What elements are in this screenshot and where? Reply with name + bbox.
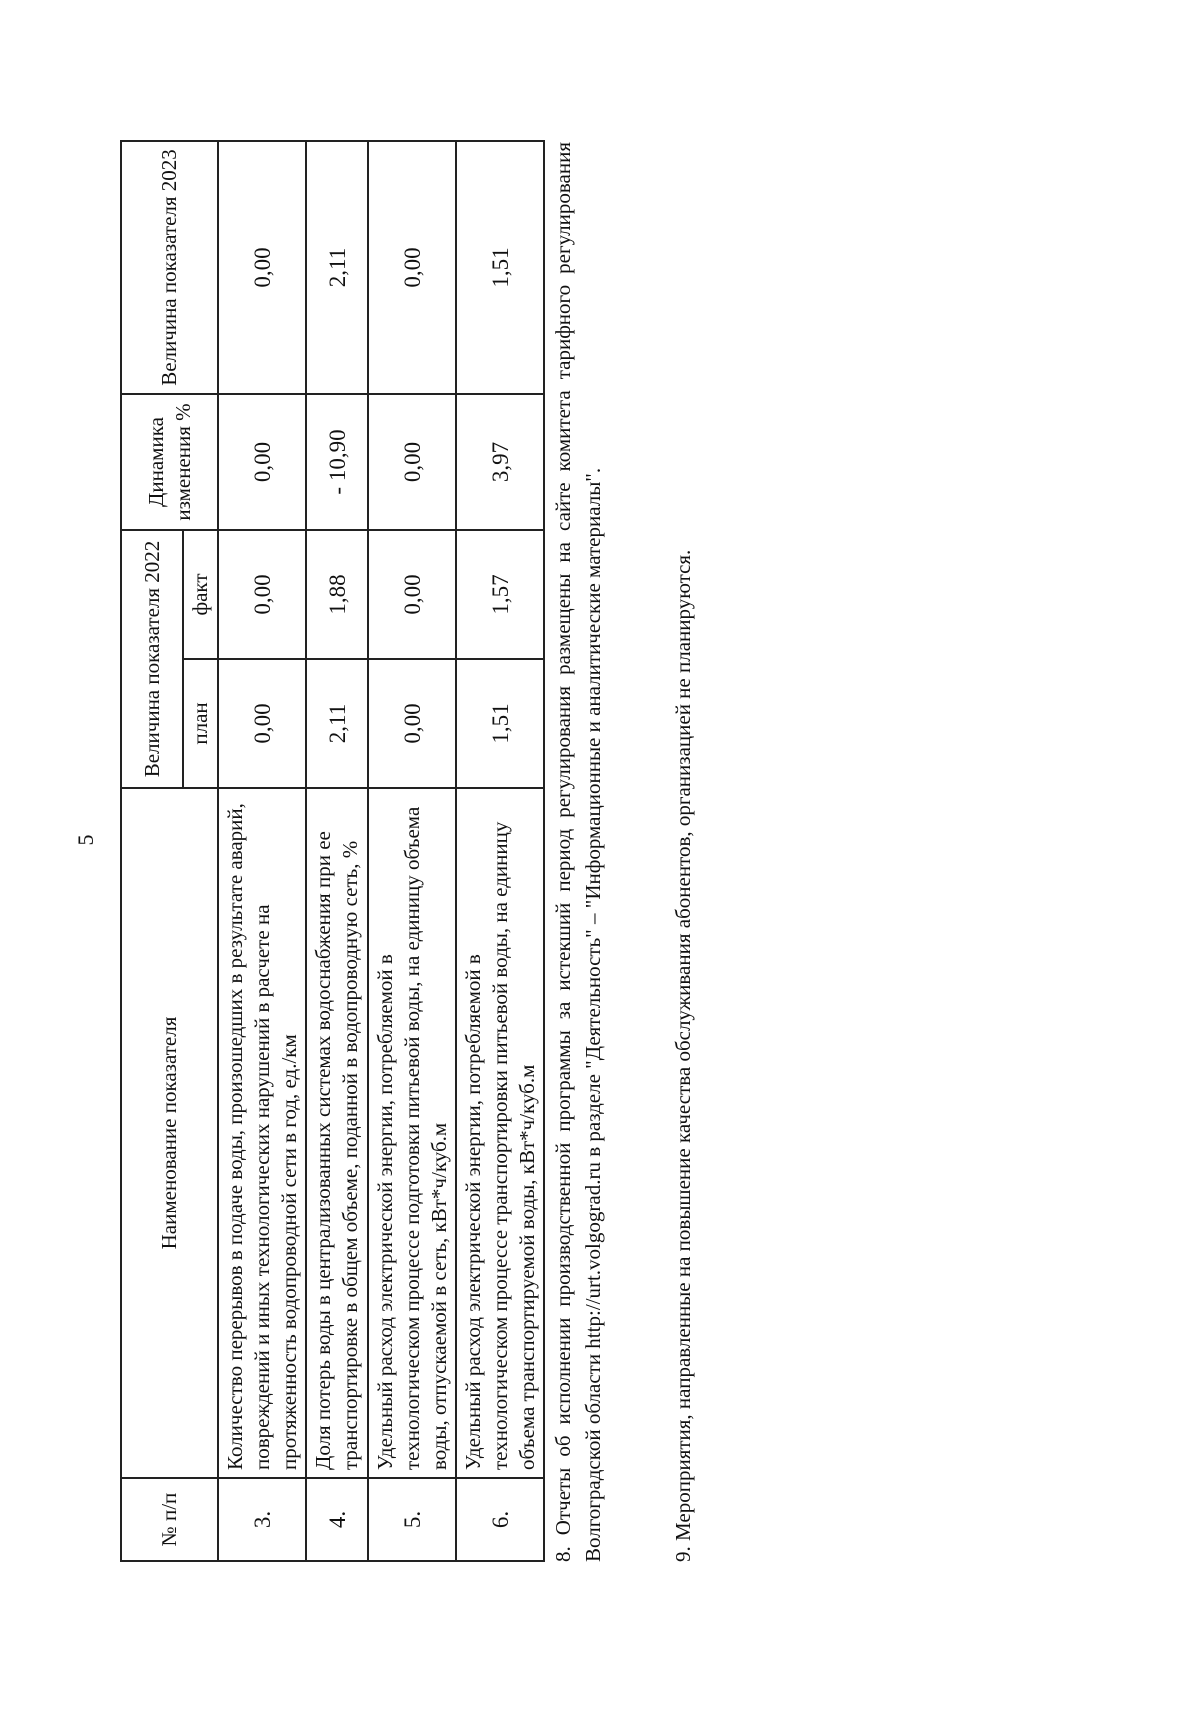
header-plan: план — [183, 659, 218, 788]
page-number: 5 — [73, 834, 98, 846]
header-fact: факт — [183, 530, 218, 659]
row-value-2023: 0,00 — [218, 141, 306, 394]
header-value-2022: Величина показателя 2022 — [121, 530, 183, 788]
row-num: 5. — [368, 1478, 456, 1561]
row-value-2023: 2,11 — [306, 141, 368, 394]
row-num: 4. — [306, 1478, 368, 1561]
paragraph-8-reports: 8. Отчеты об исполнении производственной программы за истекший период регулирования размещены на сайте комитета тарифного регулирования Волгоградской области http://urt.volgograd.ru в разделе "Деятельность" – "Информационные и аналитические материалы". — [551, 142, 605, 1562]
row-name: Количество перерывов в подаче воды, произошедших в результате аварий, повреждений и иных технологических нарушений в расчете на протяженность водопроводной сети в год, ед./км — [218, 788, 306, 1478]
row-name: Удельный расход электрической энергии, потребляемой в технологическом процессе транспортировки питьевой воды, на единицу объема транспортируемой воды, кВт*ч/куб.м — [456, 788, 544, 1478]
row-plan: 1,51 — [456, 659, 544, 788]
row-fact: 0,00 — [218, 530, 306, 659]
row-dynamics: 0,00 — [218, 394, 306, 530]
header-value-2023: Величина показателя 2023 — [121, 141, 218, 394]
table-row — [368, 141, 456, 1561]
table-row — [306, 141, 368, 1561]
row-name: Удельный расход электрической энергии, потребляемой в технологическом процессе подготовки питьевой воды, на единицу объема воды, отпускаемой в сеть, кВт*ч/куб.м — [368, 788, 456, 1478]
paragraph-9-measures: 9. Мероприятия, направленные на повышение качества обслуживания абонентов, организацией не планируются. — [671, 549, 695, 1562]
row-num: 3. — [218, 1478, 306, 1561]
row-plan: 0,00 — [368, 659, 456, 788]
row-fact: 1,88 — [306, 530, 368, 659]
header-name: Наименование показателя — [121, 788, 218, 1478]
row-value-2023: 1,51 — [456, 141, 544, 394]
row-dynamics: 3,97 — [456, 394, 544, 530]
table-row — [218, 141, 306, 1561]
row-fact: 0,00 — [368, 530, 456, 659]
row-dynamics: 0,00 — [368, 394, 456, 530]
row-name: Доля потерь воды в централизованных системах водоснабжения при ее транспортировке в общем объеме, поданной в водопроводную сеть, % — [306, 788, 368, 1478]
table-row — [456, 141, 544, 1561]
row-num: 6. — [456, 1478, 544, 1561]
row-plan: 2,11 — [306, 659, 368, 788]
row-value-2023: 0,00 — [368, 141, 456, 394]
row-fact: 1,57 — [456, 530, 544, 659]
header-dynamics: Динамика изменения % — [121, 394, 218, 530]
header-num: № п/п — [121, 1478, 218, 1561]
rotated-page-content — [120, 142, 720, 1562]
row-plan: 0,00 — [218, 659, 306, 788]
indicators-table — [120, 140, 545, 1562]
row-dynamics: - 10,90 — [306, 394, 368, 530]
